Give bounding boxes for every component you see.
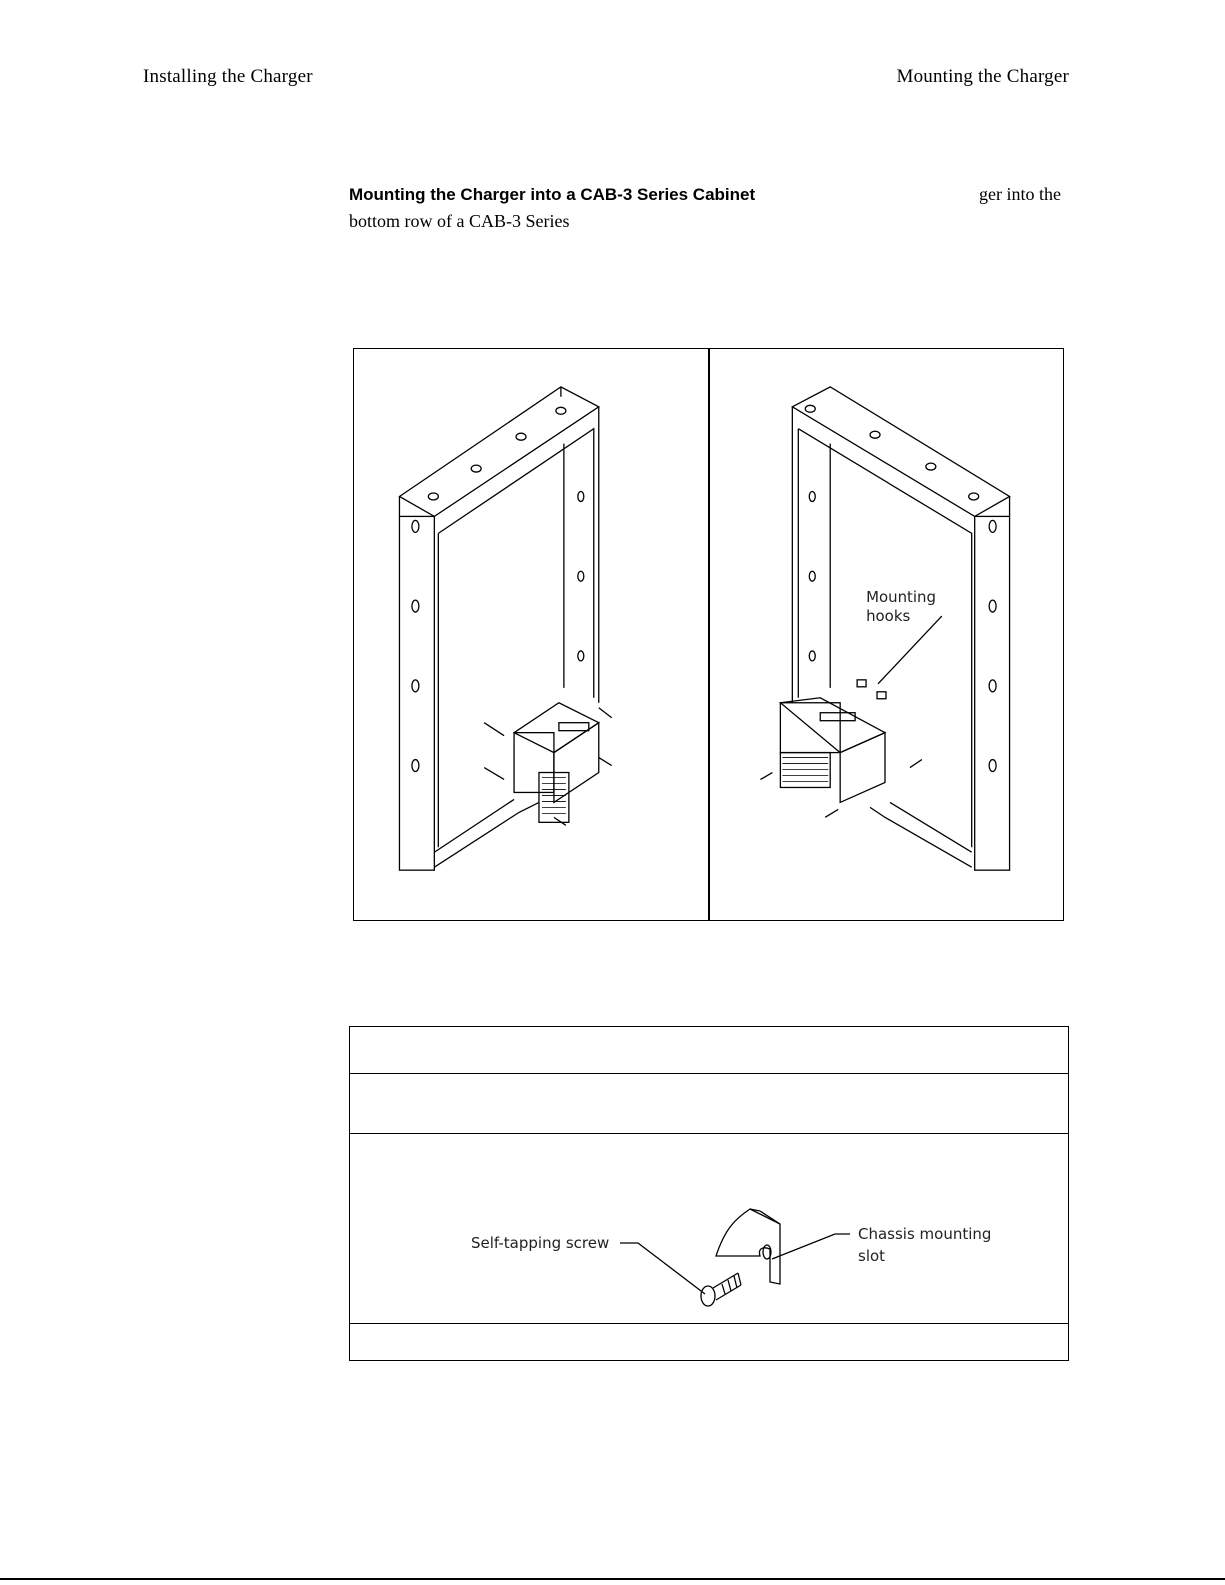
screw-slot-illustration [350,1134,1068,1324]
intro-text-line2: bottom row of a CAB-3 Series [349,211,570,231]
intro-text-fragment: ger into the [979,184,1061,204]
cabinet-figure [353,348,1064,921]
cabinet-left-drawing [354,349,708,920]
table-row [350,1324,1068,1360]
procedure-table [349,1026,1069,1361]
slot-label-line2: slot [858,1247,886,1265]
mounting-hooks-label-line1: Mounting [866,588,936,607]
running-header-left: Installing the Charger [143,66,313,87]
cabinet-right-drawing [710,349,1064,920]
section-heading: Mounting the Charger into a CAB-3 Series Cabinet [349,185,756,204]
cabinet-right-illustration [710,349,1064,920]
table-row [350,1134,1068,1324]
running-header-right: Mounting the Charger [896,66,1069,87]
slot-label-line1: Chassis mounting [858,1225,992,1243]
page-bottom-rule [0,1578,1225,1580]
screw-label: Self-tapping screw [471,1234,610,1252]
cabinet-left-illustration [354,349,708,920]
intro-paragraph [349,181,1071,234]
table-row [350,1074,1068,1134]
table-row [350,1027,1068,1074]
mounting-hooks-label-line2: hooks [866,607,911,626]
